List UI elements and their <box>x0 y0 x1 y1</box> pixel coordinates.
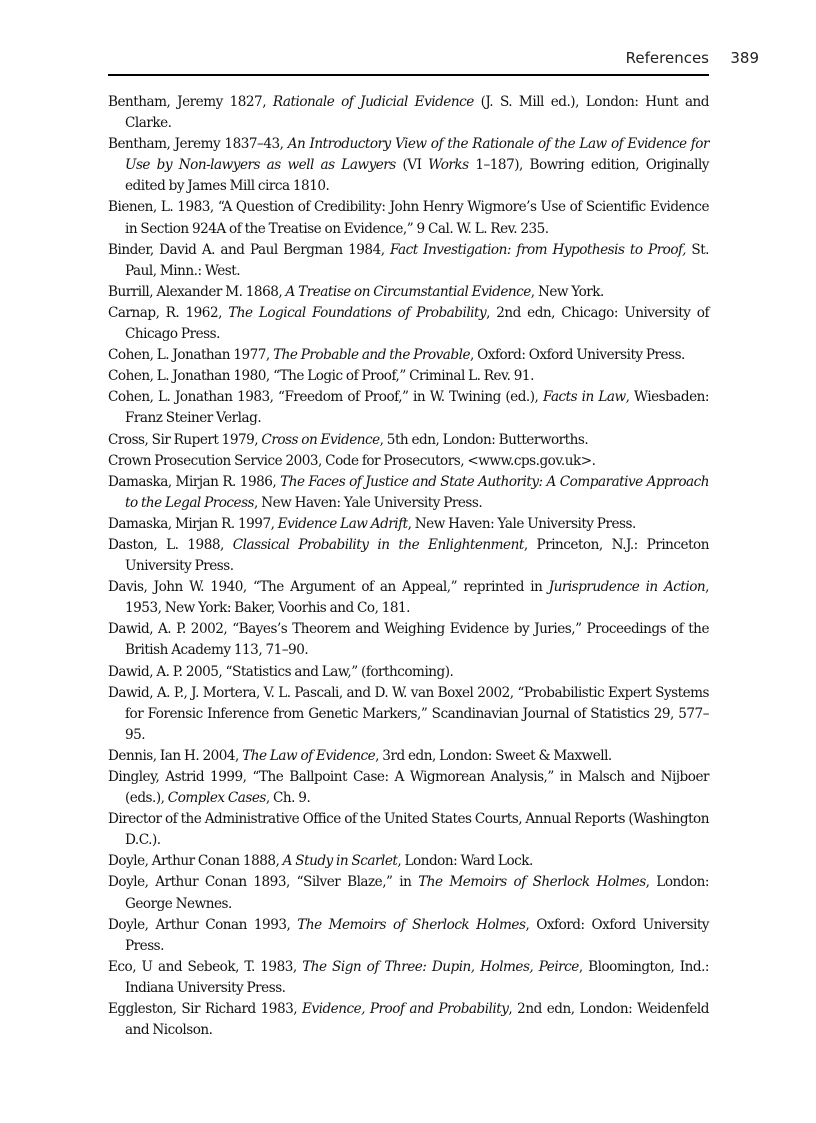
reference-entry: Dingley, Astrid 1999, “The Ballpoint Case: A Wigmorean Analysis,” in Malsch and Nijboer (eds.), Complex Cases, Ch. 9. <box>108 769 709 807</box>
reference-entry: Dawid, A. P. 2002, “Bayes’s Theorem and Weighing Evidence by Juries,” Proceedings of the British Academy 113, 71–90. <box>108 621 709 659</box>
reference-entry: Damaska, Mirjan R. 1997, Evidence Law Adrift, New Haven: Yale University Press. <box>108 515 636 532</box>
page-number: 389 <box>730 49 759 67</box>
reference-entry: Crown Prosecution Service 2003, Code for Prosecutors, <www.cps.gov.uk>. <box>108 452 596 469</box>
reference-entry: Director of the Administrative Office of the United States Courts, Annual Reports (Washington D.C.). <box>108 811 709 849</box>
reference-entry: Bienen, L. 1983, “A Question of Credibility: John Henry Wigmore’s Use of Scientific Evidence in Section 924A of the Treatise on Evidence,” 9 Cal. W. L. Rev. 235. <box>108 199 709 237</box>
reference-entry: Doyle, Arthur Conan 1888, A Study in Scarlet, London: Ward Lock. <box>108 853 533 870</box>
reference-entry: Bentham, Jeremy 1827, Rationale of Judicial Evidence (J. S. Mill ed.), London: Hunt and Clarke. <box>108 94 710 132</box>
reference-entry: Damaska, Mirjan R. 1986, The Faces of Justice and State Authority: A Comparative Approach to the Legal Process, New Haven: Yale University Press. <box>108 473 709 511</box>
reference-entry: Cohen, L. Jonathan 1980, “The Logic of Proof,” Criminal L. Rev. 91. <box>108 368 534 385</box>
reference-entry: Bentham, Jeremy 1837–43, An Introductory View of the Rationale of the Law of Evidence for Use by Non-lawyers as well as Lawyers (VI Works 1–187), Bowring edition, Originally edited by James Mill circa 1810. <box>108 136 709 195</box>
running-header <box>108 48 759 76</box>
reference-entry: Daston, L. 1988, Classical Probability in the Enlightenment, Princeton, N.J.: Princeton University Press. <box>108 536 709 575</box>
reference-entry: Doyle, Arthur Conan 1893, “Silver Blaze,” in The Memoirs of Sherlock Holmes, London: George Newnes. <box>108 874 709 912</box>
reference-entry: Cohen, L. Jonathan 1983, “Freedom of Proof,” in W. Twining (ed.), Facts in Law, Wiesbaden: Franz Steiner Verlag. <box>108 389 709 427</box>
reference-list <box>108 92 709 1041</box>
reference-entry: Cross, Sir Rupert 1979, Cross on Evidence, 5th edn, London: Butterworths. <box>108 431 589 448</box>
reference-entry: Burrill, Alexander M. 1868, A Treatise on Circumstantial Evidence, New York. <box>108 283 604 300</box>
reference-entry: Doyle, Arthur Conan 1993, The Memoirs of Sherlock Holmes, Oxford: Oxford University Press. <box>108 916 709 954</box>
reference-entry: Dawid, A. P. 2005, “Statistics and Law,” (forthcoming). <box>108 663 454 680</box>
reference-entry: Dennis, Ian H. 2004, The Law of Evidence, 3rd edn, London: Sweet & Maxwell. <box>108 747 612 764</box>
reference-entry: Cohen, L. Jonathan 1977, The Probable and the Provable, Oxford: Oxford University Press. <box>108 347 685 364</box>
reference-entry: Eco, U and Sebeok, T. 1983, The Sign of Three: Dupin, Holmes, Peirce, Bloomington, Ind.: Indiana University Press. <box>108 958 709 996</box>
reference-entry: Carnap, R. 1962, The Logical Foundations of Probability, 2nd edn, Chicago: University of Chicago Press. <box>108 304 709 343</box>
reference-entry: Binder, David A. and Paul Bergman 1984, Fact Investigation: from Hypothesis to Proof, St. Paul, Minn.: West. <box>108 241 710 279</box>
reference-entry: Dawid, A. P., J. Mortera, V. L. Pascali, and D. W. van Boxel 2002, “Probabilistic Expert Systems for Forensic Inference from Genetic Markers,” Scandinavian Journal of Statistics 29, 577–95. <box>108 684 709 743</box>
reference-entry: Davis, John W. 1940, “The Argument of an Appeal,” reprinted in Jurisprudence in Action, 1953, New York: Baker, Voorhis and Co, 181. <box>108 579 709 617</box>
section-title: References <box>625 49 709 67</box>
reference-entry: Eggleston, Sir Richard 1983, Evidence, Proof and Probability, 2nd edn, London: Weidenfeld and Nicolson. <box>108 1001 709 1039</box>
